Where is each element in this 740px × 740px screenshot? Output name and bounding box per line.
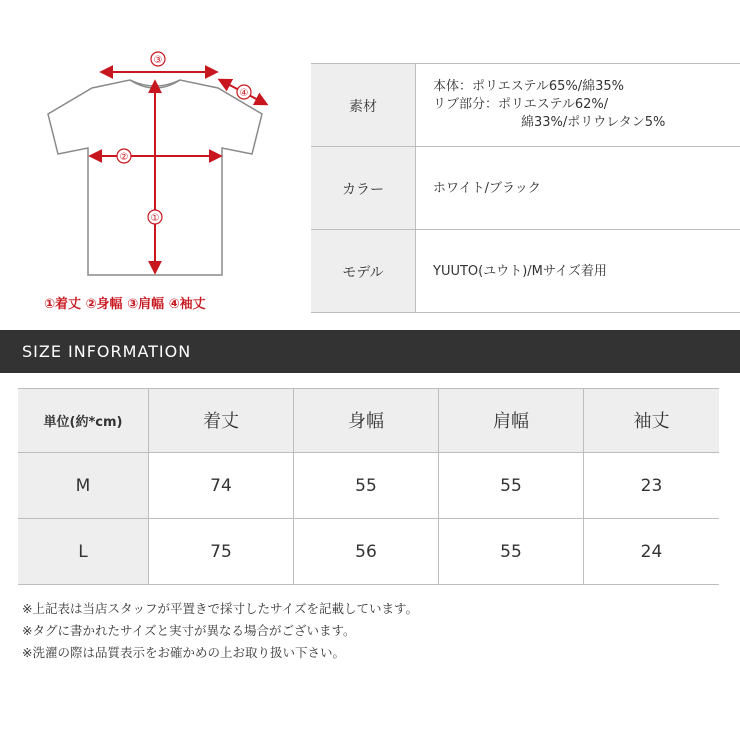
header-cell-shoulder: 肩幅 <box>493 411 529 432</box>
header-cell-unit: 単位(約*cm) <box>43 414 123 430</box>
marker-2 <box>117 149 131 163</box>
svg-text:④: ④ <box>239 88 249 99</box>
table-cell: 55 <box>500 541 522 562</box>
svg-text:②: ② <box>119 152 129 163</box>
note-line: ※上記表は当店スタッフが平置きで採寸したサイズを記載しています。 <box>22 601 418 616</box>
spec-table-bottom-border <box>311 312 740 313</box>
svg-text:①: ① <box>150 213 160 224</box>
diagram-legend: ①着丈 ②身幅 ③肩幅 ④袖丈 <box>44 297 206 312</box>
spec-value-line: 綿33%/ポリウレタン5% <box>521 115 666 130</box>
header-cell-sleeve: 袖丈 <box>633 411 670 432</box>
table-cell: 24 <box>640 541 663 562</box>
marker-1 <box>148 210 162 224</box>
spec-value-line: YUUTO(ユウト)/Mサイズ着用 <box>433 264 607 279</box>
svg-text:③: ③ <box>153 55 163 66</box>
table-cell: 75 <box>210 541 232 562</box>
size-information-banner <box>0 330 740 373</box>
marker-3 <box>151 52 165 66</box>
table-cell: 74 <box>210 475 232 496</box>
spec-row-color <box>311 146 740 230</box>
note-line: ※洗濯の際は品質表示をお確かめの上お取り扱い下さい。 <box>22 645 345 660</box>
spec-value <box>433 180 541 198</box>
table-cell: 55 <box>500 475 522 496</box>
tshirt-diagram-svg <box>0 0 300 320</box>
spec-value <box>433 78 665 132</box>
marker-4 <box>237 85 251 99</box>
spec-label: モデル <box>311 230 416 313</box>
spec-row-model <box>311 229 740 313</box>
tshirt-measurement-diagram <box>0 0 300 320</box>
banner-title: SIZE INFORMATION <box>22 342 192 361</box>
note-line: ※タグに書かれたサイズと実寸が異なる場合がございます。 <box>22 623 356 638</box>
grid-line <box>18 584 719 585</box>
notes <box>22 598 418 664</box>
table-cell: 55 <box>355 475 377 496</box>
spec-label: カラー <box>311 147 416 230</box>
spec-value-line: リブ部分：ポリエステル62%/ <box>433 97 609 112</box>
header-cell-length: 着丈 <box>203 411 239 432</box>
size-table <box>18 388 719 585</box>
spec-label: 素材 <box>311 64 416 147</box>
spec-value-line: ホワイト/ブラック <box>433 181 541 196</box>
spec-row-material <box>311 63 740 147</box>
table-cell: 23 <box>640 475 663 496</box>
spec-value-line: 本体：ポリエステル65%/綿35% <box>433 79 624 94</box>
header-cell-body-width: 身幅 <box>348 411 384 432</box>
spec-value <box>433 263 607 281</box>
row-size-label: L <box>78 541 88 562</box>
row-size-label: M <box>75 475 91 496</box>
table-cell: 56 <box>355 541 377 562</box>
